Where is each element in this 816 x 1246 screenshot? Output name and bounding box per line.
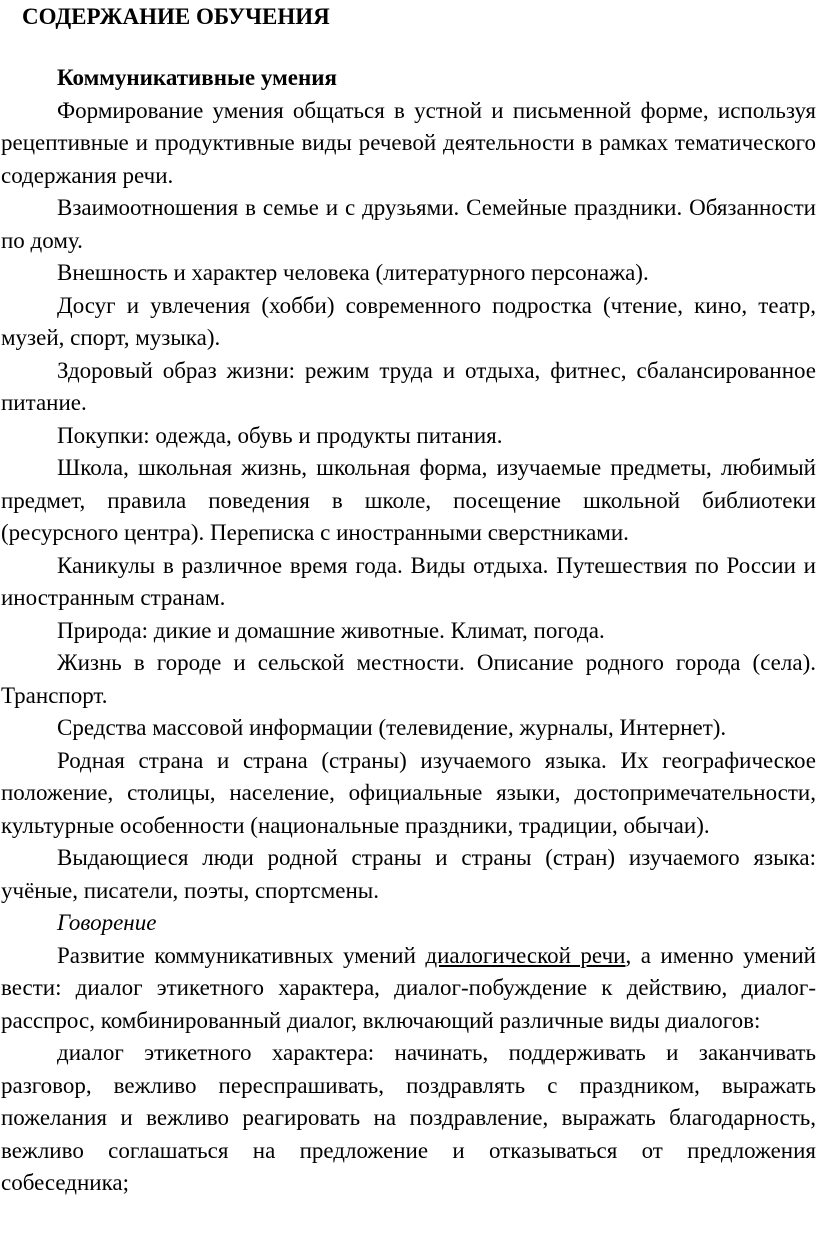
etiquette-dialogue-paragraph: диалог этикетного характера: начинать, поддерживать и заканчивать разговор, вежливо переспрашивать, поздравлять с праздником, выражать пожелания и вежливо реагировать на поздравление, выражать благодарность, вежливо соглашаться на предложение и отказываться от предложения собеседника; (1, 1040, 816, 1195)
title-spacer (0, 31, 816, 62)
paragraph: Здоровый образ жизни: режим труда и отдыха, фитнес, сбалансированное питание. (1, 357, 816, 415)
paragraph: Досуг и увлечения (хобби) современного подростка (чтение, кино, театр, музей, спорт, музыка). (1, 292, 816, 350)
speaking-intro-continuation: , а именно умений вести: диалог этикетного характера, диалог-побуждение к действию, диалог-расспрос, комбинированный диалог, включающий различные виды диалогов: (1, 942, 816, 1033)
section-heading: Коммуникативные умения (57, 65, 337, 90)
paragraph: Школа, школьная жизнь, школьная форма, изучаемые предметы, любимый предмет, правила поведения в школе, посещение школьной библиотеки (ресурсного центра). Переписка с иностранными сверстниками. (1, 455, 816, 545)
speaking-intro-text: Развитие коммуникативных умений (57, 942, 426, 968)
paragraph: Средства массовой информации (телевидение, журналы, Интернет). (57, 715, 727, 740)
paragraph: Взаимоотношения в семье и с друзьями. Семейные праздники. Обязанности по дому. (1, 195, 816, 253)
paragraph: Внешность и характер человека (литературного персонажа). (57, 260, 649, 285)
paragraph: Природа: дикие и домашние животные. Климат, погода. (57, 617, 605, 643)
paragraph: Жизнь в городе и сельской местности. Описание родного города (села). Транспорт. (1, 650, 816, 708)
subheading-speaking: Говорение (57, 910, 157, 935)
paragraph: Родная страна и страна (страны) изучаемого языка. Их географическое положение, столицы, население, официальные языки, достопримечательности, культурные особенности (национальные праздники, традиции, обычаи). (1, 747, 816, 838)
paragraph: Покупки: одежда, обувь и продукты питания. (57, 422, 503, 448)
speaking-intro-paragraph (0, 940, 816, 1038)
paragraph: Каникулы в различное время года. Виды отдыха. Путешествия по России и иностранным странам. (1, 552, 816, 610)
paragraph: Выдающиеся люди родной страны и страны (стран) изучаемого языка: учёные, писатели, поэты, спортсмены. (1, 845, 816, 903)
document-title: СОДЕРЖАНИЕ ОБУЧЕНИЯ (22, 4, 330, 29)
underlined-term: диалогической речи (425, 942, 626, 968)
paragraph: Формирование умения общаться в устной и письменной форме, используя рецептивные и продуктивные виды речевой деятельности в рамках тематического содержания речи. (1, 97, 816, 188)
